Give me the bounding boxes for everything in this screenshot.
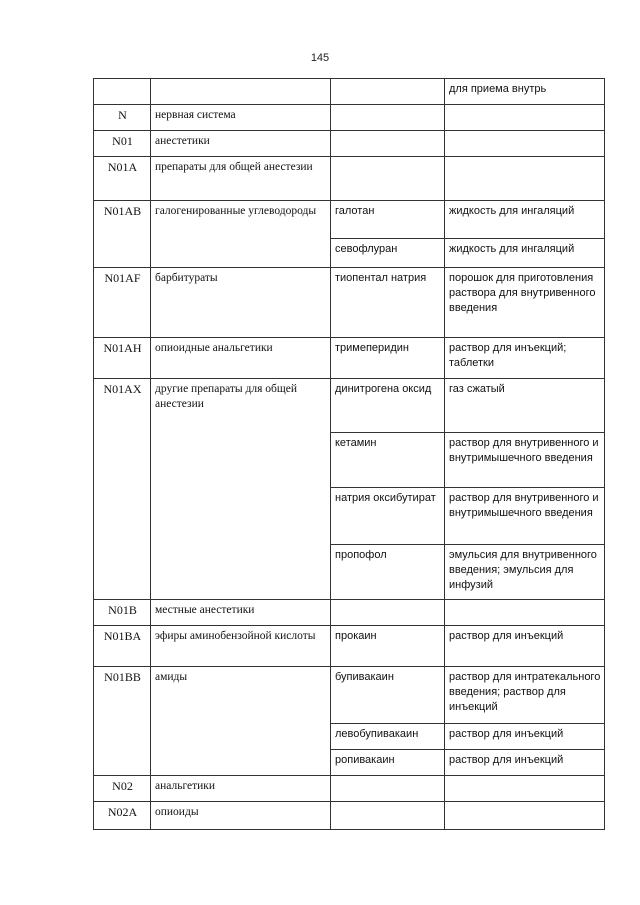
atc-code: N01AB (94, 201, 151, 268)
dosage-form: порошок для приготовления раствора для внутривенного введения (445, 268, 605, 338)
dosage-form (445, 776, 605, 802)
group-name: местные анестетики (151, 600, 331, 626)
dosage-form: жидкость для ингаляций (445, 239, 605, 268)
group-name: опиоидные анальгетики (151, 338, 331, 379)
drug-name: бупивакаин (331, 667, 445, 724)
group-name: барбитураты (151, 268, 331, 338)
drug-name: ропивакаин (331, 750, 445, 776)
dosage-form: раствор для интратекального введения; раствор для инъекций (445, 667, 605, 724)
group-name: нервная система (151, 105, 331, 131)
drug-name (331, 600, 445, 626)
drug-name: севофлуран (331, 239, 445, 268)
table-row (94, 600, 605, 626)
page-number: 145 (310, 52, 330, 64)
drug-name: тримеперидин (331, 338, 445, 379)
table-row (94, 802, 605, 830)
drug-classification-table (93, 78, 605, 830)
table-row (94, 105, 605, 131)
group-name: эфиры аминобензойной кислоты (151, 626, 331, 667)
atc-code: N01A (94, 157, 151, 201)
group-name: анестетики (151, 131, 331, 157)
dosage-form (445, 802, 605, 830)
drug-name: динитрогена оксид (331, 379, 445, 433)
atc-code: N01AH (94, 338, 151, 379)
atc-code: N01B (94, 600, 151, 626)
atc-code: N01AF (94, 268, 151, 338)
group-name (151, 79, 331, 105)
drug-name (331, 79, 445, 105)
dosage-form: раствор для внутривенного и внутримышечного введения (445, 488, 605, 545)
drug-name: левобупивакаин (331, 724, 445, 750)
table-row (94, 79, 605, 105)
atc-code: N02A (94, 802, 151, 830)
dosage-form (445, 157, 605, 201)
table-row (94, 379, 605, 433)
group-name: препараты для общей анестезии (151, 157, 331, 201)
drug-name (331, 105, 445, 131)
dosage-form: раствор для инъекций; таблетки (445, 338, 605, 379)
drug-name (331, 157, 445, 201)
dosage-form: для приема внутрь (445, 79, 605, 105)
table-row (94, 338, 605, 379)
drug-name: галотан (331, 201, 445, 239)
dosage-form: раствор для инъекций (445, 724, 605, 750)
atc-code: N02 (94, 776, 151, 802)
group-name: опиоиды (151, 802, 331, 830)
drug-name: тиопентал натрия (331, 268, 445, 338)
dosage-form: газ сжатый (445, 379, 605, 433)
atc-code: N (94, 105, 151, 131)
table-row (94, 776, 605, 802)
dosage-form (445, 105, 605, 131)
group-name: другие препараты для общей анестезии (151, 379, 331, 600)
dosage-form: раствор для инъекций (445, 626, 605, 667)
table-row (94, 268, 605, 338)
table-row (94, 131, 605, 157)
drug-name (331, 776, 445, 802)
table-row (94, 667, 605, 724)
atc-code (94, 79, 151, 105)
dosage-form (445, 131, 605, 157)
table-row (94, 626, 605, 667)
dosage-form: жидкость для ингаляций (445, 201, 605, 239)
table-row (94, 157, 605, 201)
dosage-form (445, 600, 605, 626)
group-name: анальгетики (151, 776, 331, 802)
atc-code: N01AX (94, 379, 151, 600)
dosage-form: раствор для внутривенного и внутримышечного введения (445, 433, 605, 488)
drug-name: натрия оксибутират (331, 488, 445, 545)
drug-name (331, 131, 445, 157)
drug-name: кетамин (331, 433, 445, 488)
atc-code: N01BA (94, 626, 151, 667)
drug-name: пропофол (331, 545, 445, 600)
atc-code: N01BB (94, 667, 151, 776)
dosage-form: эмульсия для внутривенного введения; эмульсия для инфузий (445, 545, 605, 600)
drug-name: прокаин (331, 626, 445, 667)
atc-code: N01 (94, 131, 151, 157)
dosage-form: раствор для инъекций (445, 750, 605, 776)
drug-name (331, 802, 445, 830)
group-name: галогенированные углеводороды (151, 201, 331, 268)
group-name: амиды (151, 667, 331, 776)
table-row (94, 201, 605, 239)
